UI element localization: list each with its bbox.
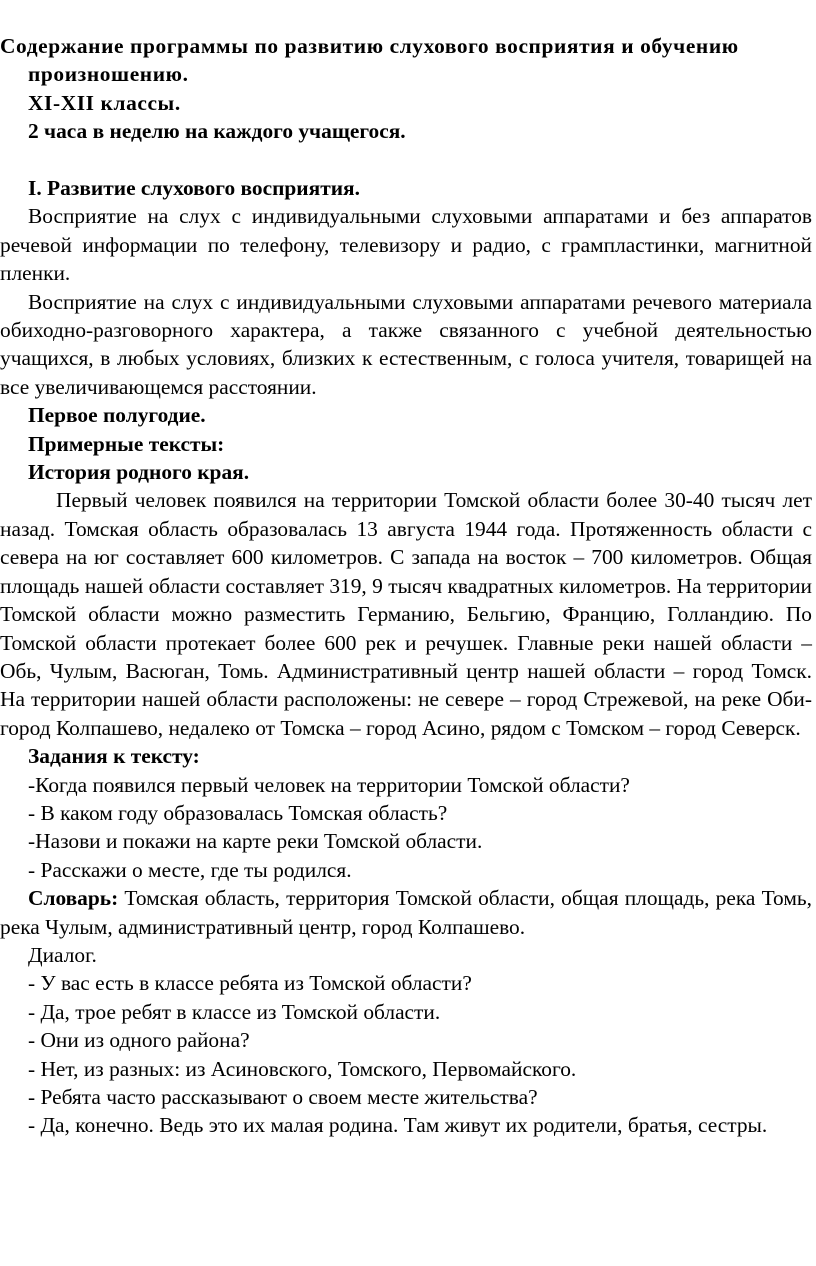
section-paragraph-1: Восприятие на слух с индивидуальными слуховыми аппаратами и без аппаратов речевой информации по телефону, телевизору и радио, с грампластинки, магнитной пленки. (0, 204, 812, 286)
hours-line: 2 часа в неделю на каждого учащегося. (28, 119, 406, 144)
texts-label: Примерные тексты: (28, 431, 225, 456)
task-item: - В каком году образовалась Томская область? (28, 800, 448, 825)
grade-line: XI-XII классы. (28, 90, 181, 115)
dialog-label: Диалог. (28, 942, 97, 967)
vocabulary-text: Томская область, территория Томской области, общая площадь, река Томь, река Чулым, административный центр, город Колпашево. (0, 886, 812, 939)
task-item: -Когда появился первый человек на территории Томской области? (28, 772, 630, 797)
dialog-line: - Да, конечно. Ведь это их малая родина. Там живут их родители, братья, сестры. (28, 1113, 768, 1138)
document-title: Содержание программы по развитию слухового восприятия и обучению произношению. (0, 34, 739, 87)
story-body: Первый человек появился на территории Томской области более 30-40 тысяч лет назад. Томская область образовалась 13 августа 1944 года. Протяженность области с севера на юг составляет 600 километров. С запада на восток – 700 километров. Общая площадь нашей области составляет 319, 9 тысяч квадратных километров. На территории Томской области можно разместить Германию, Бельгию, Францию, Голландию. По Томской области протекает более 600 рек и речушек. Главные реки нашей области – Обь, Чулым, Васюган, Томь. Административный центр нашей области – город Томск. На территории нашей области расположены: не севере – город Стрежевой, на реке Оби- город Колпашево, недалеко от Томска – город Асино, рядом с Томском – город Северск. (0, 488, 812, 740)
dialog-line: - У вас есть в классе ребята из Томской области? (28, 971, 472, 996)
story-title: История родного края. (28, 460, 250, 485)
task-item: -Назови и покажи на карте реки Томской области. (28, 829, 483, 854)
dialog-line: - Нет, из разных: из Асиновского, Томского, Первомайского. (28, 1056, 577, 1081)
task-item: - Расскажи о месте, где ты родился. (28, 857, 352, 882)
vocabulary-paragraph (0, 884, 812, 941)
document-page (0, 32, 812, 1140)
dialog-line: - Да, трое ребят в классе из Томской области. (28, 999, 441, 1024)
section-paragraph-2: Восприятие на слух с индивидуальными слуховыми аппаратами речевого материала обиходно-разговорного характера, а также связанного с учебной деятельностью учащихся, в любых условиях, близких к естественным, с голоса учителя, товарищей на все увеличивающемся расстоянии. (0, 289, 812, 399)
blank-line (0, 146, 812, 174)
dialog-line: - Они из одного района? (28, 1028, 250, 1053)
semester-heading: Первое полугодие. (28, 403, 206, 428)
vocabulary-label: Словарь: (28, 886, 119, 911)
tasks-heading: Задания к тексту: (28, 744, 200, 769)
section-heading: I. Развитие слухового восприятия. (28, 176, 360, 201)
dialog-line: - Ребята часто рассказывают о своем месте жительства? (28, 1085, 538, 1110)
